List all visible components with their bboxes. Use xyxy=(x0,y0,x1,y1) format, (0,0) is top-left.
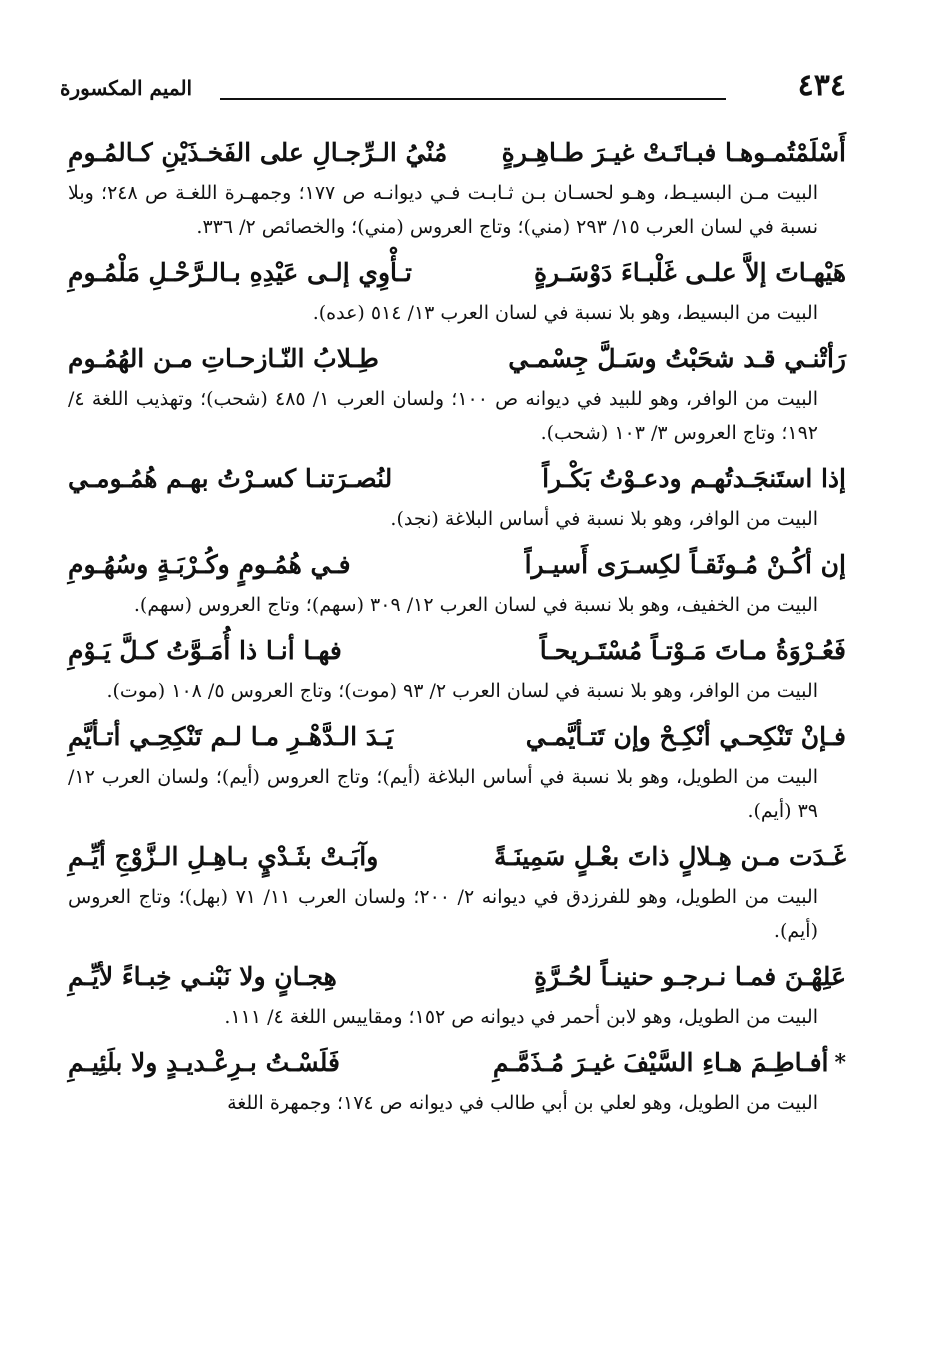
verse xyxy=(68,628,846,674)
header-rule xyxy=(220,98,726,100)
hemistich-second: وآبَـتْ بثَـدْيٍ بـاهِـلِ الـزَّوْجِ أيِّـمِ xyxy=(68,842,379,871)
hemistich-first: أَسْلَمْتُمـوهـا فبـاتَـتْ غيـرَ طـاهِـرةٍ xyxy=(501,138,846,167)
hemistich-second: فـي هُمُـومٍ وكُـرْبَـةٍ وسُهُـومِ xyxy=(68,550,351,579)
verse xyxy=(68,834,846,880)
running-title: الميم المكسورة xyxy=(60,76,193,100)
source-note: البيت مـن البسيـط، وهـو لحسـان بـن ثـابـت فـي ديوانـه ص ١٧٧؛ وجمهـرة اللغـة ص ٢٤٨؛ وبلا نسبة في لسان العرب ١٥/ ٢٩٣ (مني)؛ وتاج العروس (مني)؛ والخصائص ٢/ ٣٣٦. xyxy=(68,182,818,238)
hemistich-second: هِجـانٍ ولا نَبْنـي خِبـاءً لأيِّـمِ xyxy=(68,962,337,991)
hemistich-first: هَيْهـاتَ إلاَّ علـى غَلْبـاءَ دَوْسَـرةٍ xyxy=(533,258,846,287)
source-note: البيت من الطويل، وهو بلا نسبة في أساس البلاغة (أيم)؛ وتاج العروس (أيم)؛ ولسان العرب ١٢/ ٣٩ (أيم). xyxy=(68,766,818,822)
verse-entry xyxy=(68,834,846,948)
verse xyxy=(68,250,846,296)
source-note: البيت من الخفيف، وهو بلا نسبة في لسان العرب ١٢/ ٣٠٩ (سهم)؛ وتاج العروس (سهم). xyxy=(133,594,818,616)
verse-entry xyxy=(68,714,846,828)
verse xyxy=(68,1040,846,1086)
hemistich-first-group xyxy=(493,1040,846,1086)
hemistich-first: فَعُـرْوَةُ مـاتَ مَـوْتـاً مُسْتَـريحـاً xyxy=(539,636,846,665)
verse xyxy=(68,336,846,382)
hemistich-second: تـأْوِي إلـى عَيْدِهِ بـالـرَّحْـلِ مَلْمُـومِ xyxy=(68,258,412,287)
source-note: البيت من الوافر، وهو بلا نسبة في أساس البلاغة (نجد). xyxy=(390,508,818,530)
source-note: البيت من الطويل، وهو لعلي بن أبي طالب في ديوانه ص ١٧٤؛ وجمهرة اللغة xyxy=(227,1092,818,1114)
verse xyxy=(68,714,846,760)
verse-entry xyxy=(68,1040,846,1120)
hemistich-first: غَـدَت مـن هِـلالٍ ذاتَ بعْـلٍ سَمِينَـةً xyxy=(493,842,846,871)
verse xyxy=(68,542,846,588)
hemistich-second: لنُصـرَتنـا كسـرْتُ بهـم هُمُـومـي xyxy=(68,464,393,493)
verse-entry xyxy=(68,130,846,244)
source-note: البيت من الطويل، وهو لابن أحمر في ديوانه ص ١٥٢؛ ومقاييس اللغة ٤/ ١١١. xyxy=(224,1006,818,1028)
hemistich-second: مُنْيُ الـرِّجـالِ على الفَخـذَيْنِ كـالمُـومِ xyxy=(68,138,448,167)
hemistich-second: طِـلابُ النّـازحـاتِ مـن الهُمُـوم xyxy=(68,344,379,373)
verse-entry xyxy=(68,628,846,708)
asterisk-mark: * xyxy=(834,1050,846,1076)
source-note: البيت من الطويل، وهو للفرزدق في ديوانه ٢/ ٢٠٠؛ ولسان العرب ١١/ ٧١ (بهل)؛ وتاج العروس (أيم). xyxy=(68,886,818,942)
verse xyxy=(68,130,846,176)
page-number: ٤٣٤ xyxy=(797,68,846,103)
hemistich-second: يَـدَ الـدَّهْـرِ مـا لـم تَنْكِحِـي أتـأيَّمِ xyxy=(68,722,394,751)
verse-entry xyxy=(68,336,846,450)
hemistich-first: إن أكُـنْ مُـوثَقـاً لكِسـرَى أَسيـراً xyxy=(524,550,846,579)
hemistich-first: فـإنْ تَنْكِحـي أنْكِـحْ وإن تَتـأيَّمـي xyxy=(525,722,846,751)
hemistich-first: أفـاطِـمَ هـاءِ السَّيْفَ غيـرَ مُـذَمَّـمِ xyxy=(492,1048,829,1077)
page-content xyxy=(68,130,846,1126)
verse xyxy=(68,456,846,502)
source-note: البيت من الوافر، وهو بلا نسبة في لسان العرب ٢/ ٩٣ (موت)؛ وتاج العروس ٥/ ١٠٨ (موت). xyxy=(106,680,818,702)
source-note: البيت من الوافر، وهو للبيد في ديوانه ص ١٠٠؛ ولسان العرب ١/ ٤٨٥ (شحب)؛ وتهذيب اللغة ٤/ ١٩٢؛ وتاج العروس ٣/ ١٠٣ (شحب). xyxy=(68,388,818,444)
verse-entry xyxy=(68,250,846,330)
hemistich-second: فَلَسْـتُ بـرِعْـديـدٍ ولا بلَئِيـمِ xyxy=(68,1048,340,1077)
source-note: البيت من البسيط، وهو بلا نسبة في لسان العرب ١٣/ ٥١٤ (عده). xyxy=(312,302,818,324)
hemistich-second: فهـا أنـا ذا أُمَـوَّتُ كـلَّ يَـوْمِ xyxy=(68,636,342,665)
page-header xyxy=(60,68,846,108)
verse-entry xyxy=(68,954,846,1034)
hemistich-first: رَأتْنـي قـد شحَبْتُ وسَـلَّ جِسْمـي xyxy=(508,344,846,373)
verse-entry xyxy=(68,456,846,536)
verse-entry xyxy=(68,542,846,622)
verse xyxy=(68,954,846,1000)
hemistich-first: إذا استَنجَـدتُهـم ودعـوْتُ بَكْـراً xyxy=(542,464,846,493)
hemistich-first: عَلِهْـنَ فمـا نـرجـو حنينـاً لحُـرَّةٍ xyxy=(534,962,846,991)
